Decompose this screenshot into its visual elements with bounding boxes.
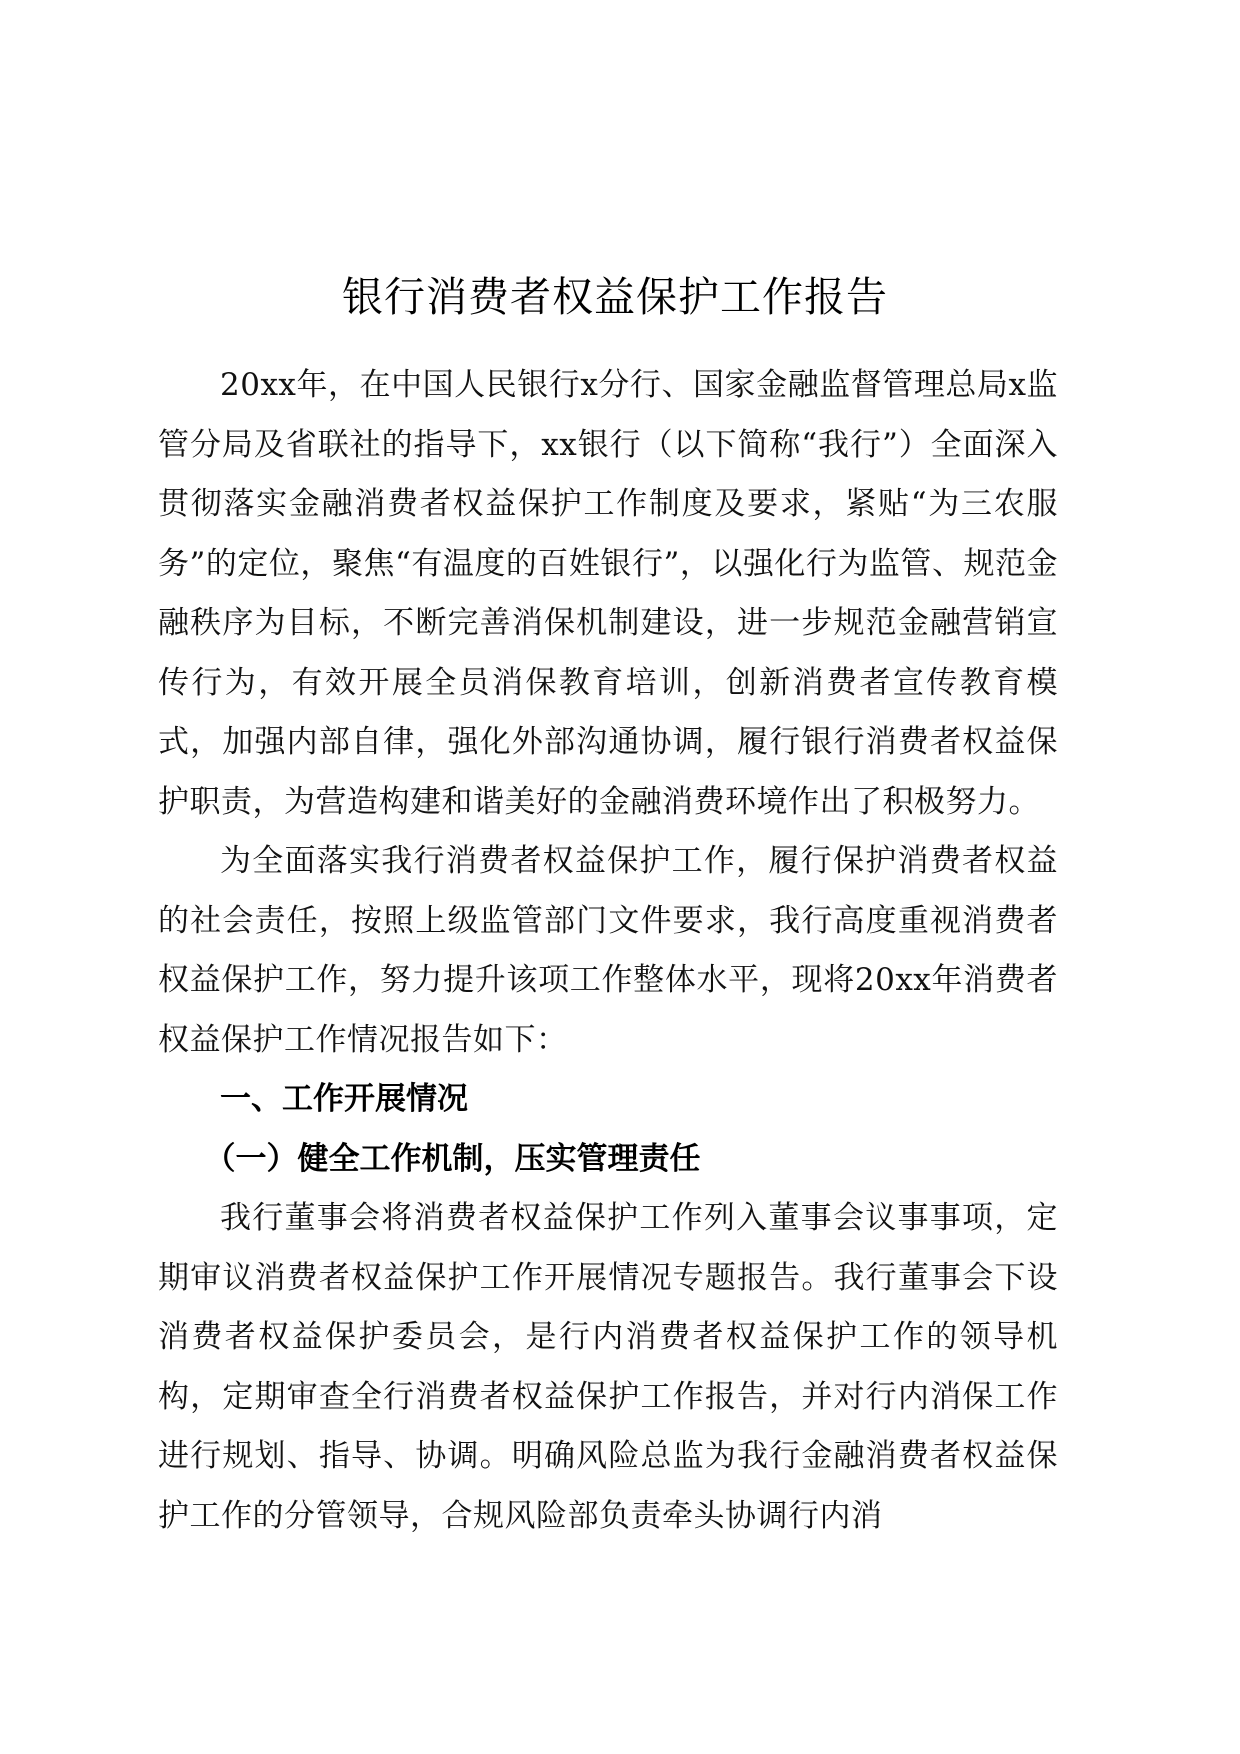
subsection-heading: （一）健全工作机制，压实管理责任 — [204, 1140, 701, 1177]
purpose-paragraph: 为全面落实我行消费者权益保护工作，履行保护消费者权益的社会责任，按照上级监管部门文件要求，我行高度重视消费者权益保护工作，努力提升该项工作整体水平，现将20xx年消费者权益保护工作情况报告如下： — [158, 843, 1058, 1058]
document-body — [158, 356, 1058, 1546]
intro-paragraph: 20xx年，在中国人民银行x分行、国家金融监督管理总局x监管分局及省联社的指导下，xx银行（以下简称“我行”）全面深入贯彻落实金融消费者权益保护工作制度及要求，紧贴“为三农服务”的定位，聚焦“有温度的百姓银行”，以强化行为监管、规范金融秩序为目标，不断完善消保机制建设，进一步规范金融营销宣传行为，有效开展全员消保教育培训，创新消费者宣传教育模式，加强内部自律，强化外部沟通协调，履行银行消费者权益保护职责，为营造构建和谐美好的金融消费环境作出了积极努力。 — [158, 367, 1058, 820]
document-title: 银行消费者权益保护工作报告 — [342, 273, 888, 321]
section-heading: 一、工作开展情况 — [220, 1081, 468, 1117]
mechanism-paragraph: 我行董事会将消费者权益保护工作列入董事会议事事项，定期审议消费者权益保护工作开展情况专题报告。我行董事会下设消费者权益保护委员会，是行内消费者权益保护工作的领导机构，定期审查全行消费者权益保护工作报告，并对行内消保工作进行规划、指导、协调。明确风险总监为我行金融消费者权益保护工作的分管领导，合规风险部负责牵头协调行内消 — [158, 1200, 1058, 1534]
